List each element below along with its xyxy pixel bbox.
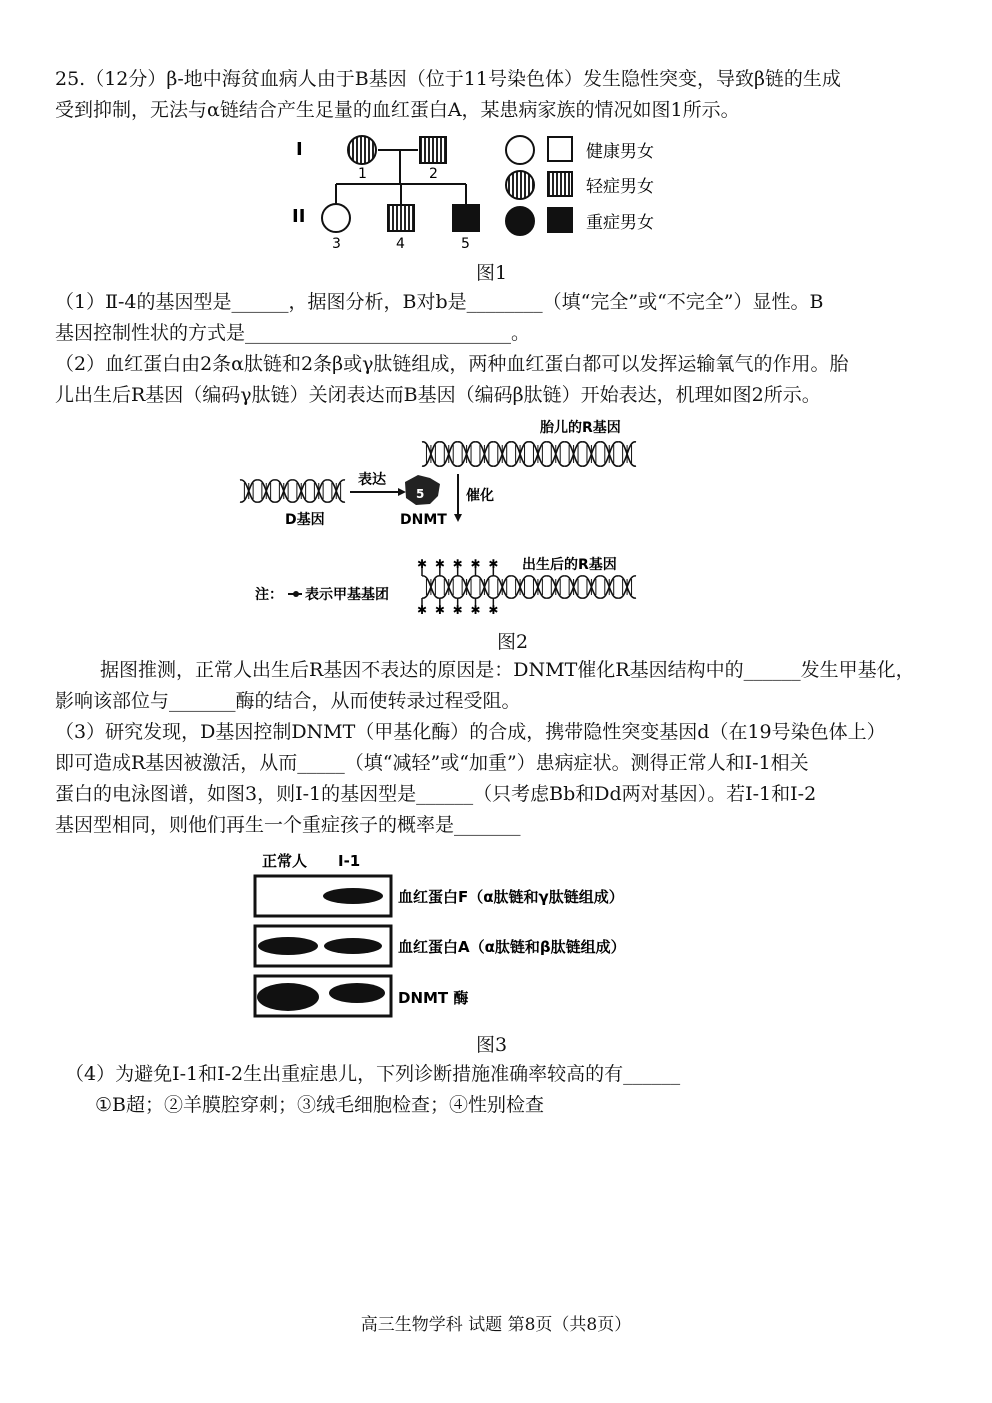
pedigree-ii3-healthy-female <box>322 204 350 232</box>
fetal-r-gene-dna <box>422 442 636 466</box>
band-hba-normal <box>258 937 318 955</box>
svg-text:✱: ✱ <box>470 557 481 571</box>
pedigree-id-4: 4 <box>396 236 405 252</box>
col-normal-label: 正常人 <box>262 852 308 870</box>
d-gene-label: D基因 <box>285 512 325 528</box>
svg-text:✱: ✱ <box>452 557 463 571</box>
pedigree-i2-mild-male <box>420 137 446 163</box>
dnmt-label: DNMT <box>400 512 447 528</box>
band-dnmt-normal <box>257 983 319 1011</box>
pedigree-i1-mild-female <box>348 136 376 164</box>
row-hbf-label: 血红蛋白F（α肽链和γ肽链组成） <box>398 888 624 906</box>
figure-3-electrophoresis <box>250 846 690 1026</box>
figure-2-caption: 图2 <box>497 631 529 653</box>
band-hba-i1 <box>324 938 382 954</box>
part1-line2: 基因控制性状的方式是____________________________。 <box>55 322 531 344</box>
part3-line3: 蛋白的电泳图谱，如图3，则Ⅰ-1的基因型是______（只考虑Bb和Dd两对基因）。若Ⅰ-1和Ⅰ-2 <box>55 783 817 805</box>
d-gene-dna <box>240 480 345 502</box>
part3-line4: 基因型相同，则他们再生一个重症孩子的概率是_______ <box>55 814 521 836</box>
express-label: 表达 <box>358 472 386 488</box>
postnatal-r-gene-label: 出生后的R基因 <box>522 557 617 573</box>
svg-text:✱: ✱ <box>417 557 428 571</box>
part2b-line2: 影响该部位与_______酶的结合，从而使转录过程受阻。 <box>55 690 521 712</box>
note-text: 表示甲基基团 <box>305 587 389 603</box>
svg-text:✱: ✱ <box>434 603 445 617</box>
pedigree-ii5-severe-male <box>453 205 479 231</box>
part3-line2: 即可造成R基因被激活，从而_____（填“减轻”或“加重”）患病症状。测得正常人和Ⅰ-1相关 <box>55 752 809 774</box>
part4-line1: （4）为避免Ⅰ-1和Ⅰ-2生出重症患儿，下列诊断措施准确率较高的有______ <box>65 1063 681 1085</box>
svg-text:5: 5 <box>416 487 425 501</box>
pedigree-id-1: 1 <box>358 166 367 182</box>
note-label: 注： <box>255 587 283 603</box>
legend-severe: 重症男女 <box>586 213 654 233</box>
question-intro-line2: 受到抑制，无法与α链结合产生足量的血红蛋白A，某患病家族的情况如图1所示。 <box>55 99 740 121</box>
row-dnmt-label: DNMT 酶 <box>398 989 469 1007</box>
svg-text:✱: ✱ <box>434 557 445 571</box>
pedigree-id-2: 2 <box>429 166 438 182</box>
svg-text:✱: ✱ <box>488 557 499 571</box>
band-hbf-i1 <box>323 888 383 904</box>
row-hba-label: 血红蛋白A（α肽链和β肽链组成） <box>398 938 626 956</box>
generation-label-2: II <box>292 206 306 227</box>
question-intro-line1: 25.（12分）β-地中海贫血病人由于B基因（位于11号染色体）发生隐性突变，导致β链的生成 <box>55 68 841 90</box>
svg-text:✱: ✱ <box>452 603 463 617</box>
svg-text:✱: ✱ <box>417 603 428 617</box>
legend-mild: 轻症男女 <box>586 177 654 197</box>
pedigree-ii4-mild-male <box>388 205 414 231</box>
col-i1-label: Ⅰ-1 <box>338 852 361 870</box>
band-dnmt-i1 <box>329 983 385 1003</box>
svg-text:✱: ✱ <box>470 603 481 617</box>
legend-healthy: 健康男女 <box>586 142 654 162</box>
fetal-r-gene-label: 胎儿的R基因 <box>540 420 621 436</box>
figure-1-caption: 图1 <box>476 262 508 284</box>
pedigree-id-5: 5 <box>461 236 470 252</box>
catalyze-label: 催化 <box>466 488 494 504</box>
part1-line1: （1）Ⅱ-4的基因型是______，据图分析，B对b是________（填“完全”或“不完全”）显性。B <box>55 291 824 313</box>
figure-2-mechanism <box>230 412 650 627</box>
page-footer: 高三生物学科 试题 第8页（共8页） <box>360 1315 632 1335</box>
pedigree-id-3: 3 <box>332 236 341 252</box>
figure-3-caption: 图3 <box>476 1034 508 1056</box>
svg-text:✱: ✱ <box>488 603 499 617</box>
generation-label-1: I <box>296 139 303 160</box>
part2b-line1: 据图推测，正常人出生后R基因不表达的原因是：DNMT催化R基因结构中的______发生甲基化， <box>100 659 915 681</box>
figure-1-pedigree <box>280 128 700 258</box>
part4-line2: ①B超；②羊膜腔穿刺；③绒毛细胞检查；④性别检查 <box>95 1094 544 1116</box>
part2-line1: （2）血红蛋白由2条α肽链和2条β或γ肽链组成，两种血红蛋白都可以发挥运输氧气的作用。胎 <box>55 353 849 375</box>
part3-line1: （3）研究发现，D基因控制DNMT（甲基化酶）的合成，携带隐性突变基因d（在19号染色体上） <box>55 721 886 743</box>
part2-line2: 儿出生后R基因（编码γ肽链）关闭表达而B基因（编码β肽链）开始表达，机理如图2所示。 <box>55 384 821 406</box>
